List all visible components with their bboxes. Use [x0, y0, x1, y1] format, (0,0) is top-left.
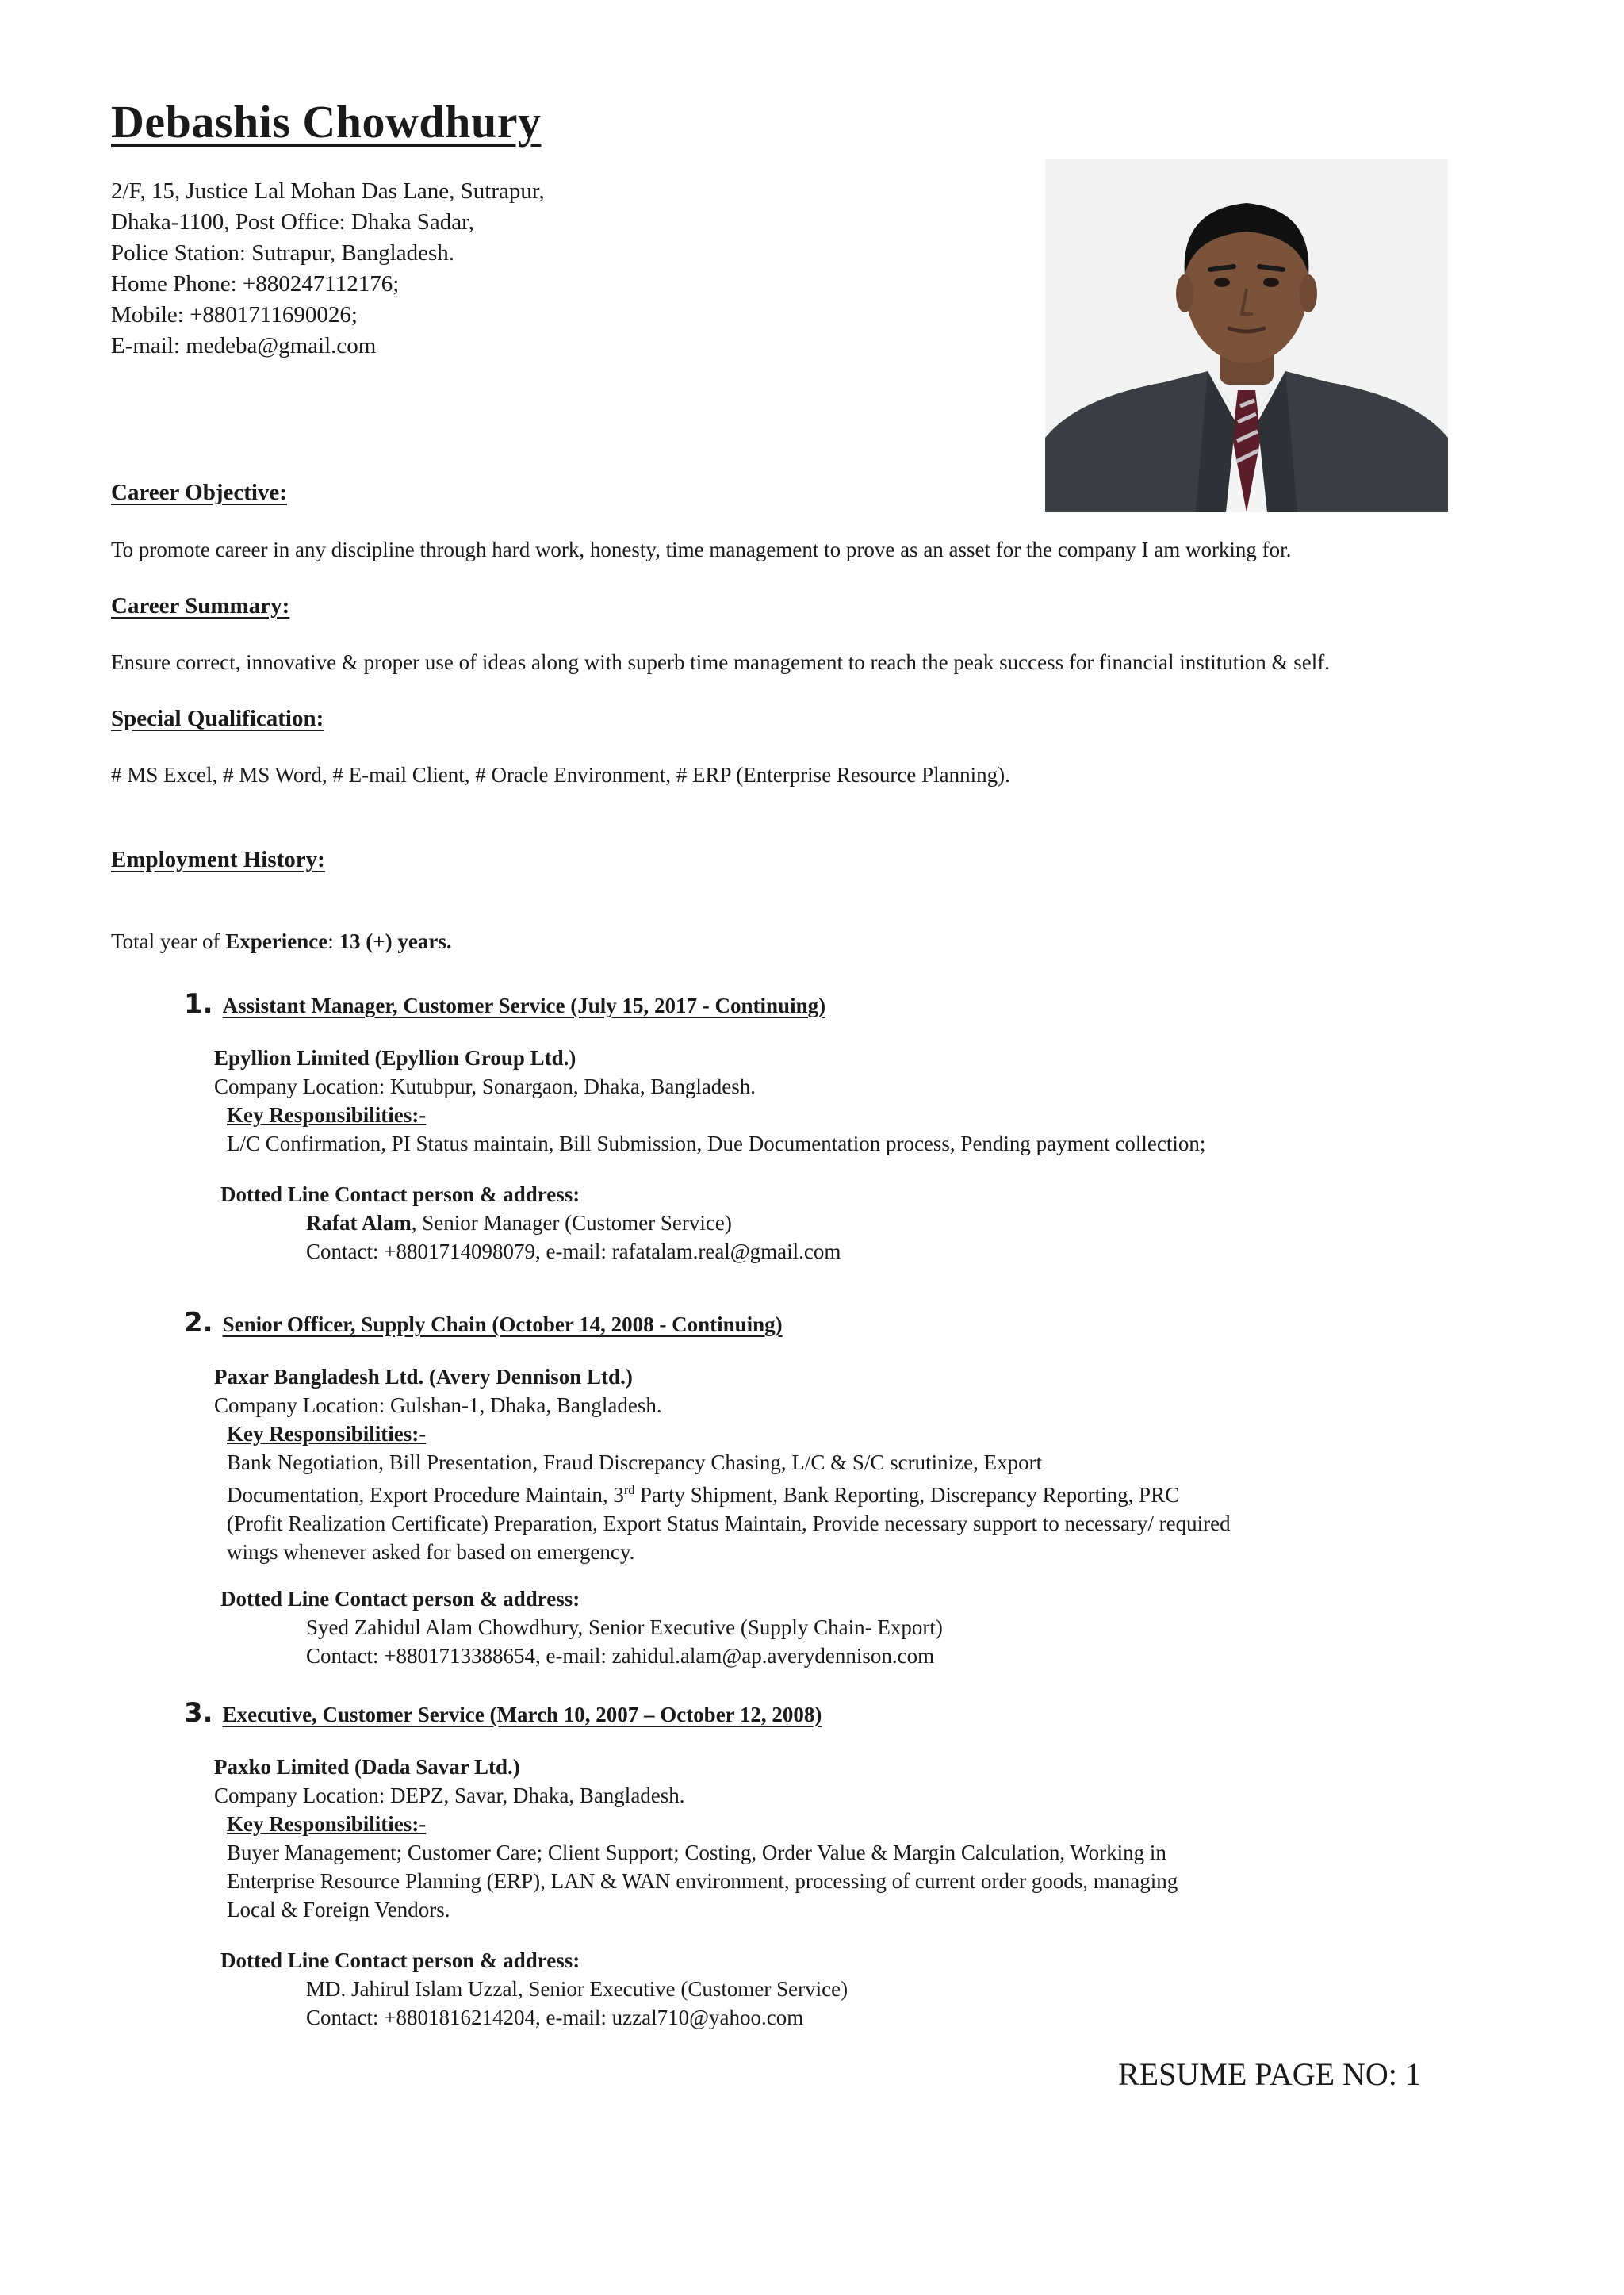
responsibility-line: (Profit Realization Certificate) Preparation, Export Status Maintain, Provide necessary support to necessary/ required	[227, 1511, 1231, 1535]
responsibility-line: Local & Foreign Vendors.	[227, 1898, 450, 1921]
candidate-name: Debashis Chowdhury	[111, 96, 542, 148]
responsibility-text: Documentation, Export Procedure Maintain, 3	[227, 1483, 624, 1507]
total-experience-label: Experience	[225, 929, 328, 953]
responsibility-line: wings whenever asked for based on emergency.	[227, 1540, 635, 1564]
profile-photo	[1045, 159, 1448, 512]
special-qualification-heading: Special Qualification:	[111, 706, 324, 731]
company-name: Epyllion Limited (Epyllion Group Ltd.)	[214, 1046, 576, 1070]
company-location: Company Location: Kutubpur, Sonargaon, Dhaka, Bangladesh.	[214, 1075, 756, 1098]
contact-person-heading: Dotted Line Contact person & address:	[220, 1948, 580, 1972]
career-summary-heading: Career Summary:	[111, 593, 290, 619]
total-experience-sep: :	[327, 929, 339, 953]
contact-person-name: Rafat Alam	[306, 1211, 412, 1235]
responsibility-line: Enterprise Resource Planning (ERP), LAN & WAN environment, processing of current order goods, managing	[227, 1869, 1178, 1893]
career-summary-text: Ensure correct, innovative & proper use of ideas along with superb time management to reach the peak success for financial institution & self.	[111, 650, 1331, 674]
address-line: Police Station: Sutrapur, Bangladesh.	[111, 240, 454, 266]
contact-person-heading: Dotted Line Contact person & address:	[220, 1182, 580, 1206]
total-experience	[111, 929, 452, 954]
contact-details: Contact: +8801714098079, e-mail: rafatalam.real@gmail.com	[306, 1239, 841, 1263]
contact-block	[111, 176, 545, 362]
job-title	[184, 1307, 783, 1339]
job-title-text: Executive, Customer Service (March 10, 2007 – October 12, 2008)	[222, 1703, 822, 1726]
email: E-mail: medeba@gmail.com	[111, 333, 377, 358]
responsibility-line: Bank Negotiation, Bill Presentation, Fraud Discrepancy Chasing, L/C & S/C scrutinize, Export	[227, 1450, 1043, 1474]
job-title	[184, 988, 825, 1020]
job-company-block	[214, 1753, 1178, 1924]
responsibility-text: Party Shipment, Bank Reporting, Discrepancy Reporting, PRC	[634, 1483, 1180, 1507]
contact-details: Contact: +8801816214204, e-mail: uzzal710@yahoo.com	[306, 2006, 804, 2029]
career-objective-heading: Career Objective:	[111, 480, 287, 505]
key-responsibilities-heading: Key Responsibilities:-	[227, 1103, 427, 1127]
contact-person-block	[220, 1584, 943, 1670]
responsibility-line: Buyer Management; Customer Care; Client Support; Costing, Order Value & Margin Calculation, Working in	[227, 1841, 1166, 1864]
company-location: Company Location: DEPZ, Savar, Dhaka, Bangladesh.	[214, 1784, 685, 1807]
contact-person	[306, 1209, 841, 1237]
address-line: 2/F, 15, Justice Lal Mohan Das Lane, Sutrapur,	[111, 178, 545, 204]
responsibility-line	[227, 1477, 1231, 1509]
contact-person-heading: Dotted Line Contact person & address:	[220, 1587, 580, 1611]
key-responsibilities-heading: Key Responsibilities:-	[227, 1422, 427, 1446]
contact-person-role: , Senior Manager (Customer Service)	[411, 1211, 732, 1235]
job-number: 2.	[184, 1307, 213, 1339]
address-line: Dhaka-1100, Post Office: Dhaka Sadar,	[111, 209, 474, 235]
job-title-text: Assistant Manager, Customer Service (July 15, 2017 - Continuing)	[222, 994, 826, 1017]
company-name: Paxko Limited (Dada Savar Ltd.)	[214, 1755, 520, 1779]
job-company-block	[214, 1362, 1231, 1566]
job-title	[184, 1697, 822, 1729]
job-number: 3.	[184, 1697, 213, 1729]
company-location: Company Location: Gulshan-1, Dhaka, Bangladesh.	[214, 1393, 662, 1417]
home-phone: Home Phone: +880247112176;	[111, 271, 400, 297]
contact-person-block	[220, 1946, 848, 2032]
special-qualification-text: # MS Excel, # MS Word, # E-mail Client, # Oracle Environment, # ERP (Enterprise Resource Planning).	[111, 763, 1010, 787]
career-objective-text: To promote career in any discipline through hard work, honesty, time management to prove as an asset for the company I am working for.	[111, 538, 1292, 561]
mobile-phone: Mobile: +8801711690026;	[111, 302, 358, 328]
contact-person: MD. Jahirul Islam Uzzal, Senior Executive (Customer Service)	[306, 1977, 848, 2001]
total-experience-value: 13 (+) years.	[339, 929, 452, 953]
page-number-footer: RESUME PAGE NO: 1	[1118, 2056, 1421, 2092]
ordinal-suffix: rd	[623, 1484, 635, 1497]
contact-details: Contact: +8801713388654, e-mail: zahidul.alam@ap.averydennison.com	[306, 1644, 935, 1668]
contact-person-block	[220, 1180, 841, 1266]
total-experience-prefix: Total year of	[111, 929, 226, 953]
responsibility-line: L/C Confirmation, PI Status maintain, Bill Submission, Due Documentation process, Pending payment collection;	[227, 1132, 1206, 1155]
job-company-block	[214, 1044, 1205, 1158]
person-portrait-icon	[1045, 159, 1448, 512]
company-name: Paxar Bangladesh Ltd. (Avery Dennison Ltd.)	[214, 1365, 633, 1389]
employment-history-heading: Employment History:	[111, 847, 325, 872]
job-number: 1.	[184, 988, 213, 1020]
key-responsibilities-heading: Key Responsibilities:-	[227, 1812, 427, 1836]
job-title-text: Senior Officer, Supply Chain (October 14, 2008 - Continuing)	[222, 1312, 783, 1336]
contact-person: Syed Zahidul Alam Chowdhury, Senior Executive (Supply Chain- Export)	[306, 1615, 943, 1639]
